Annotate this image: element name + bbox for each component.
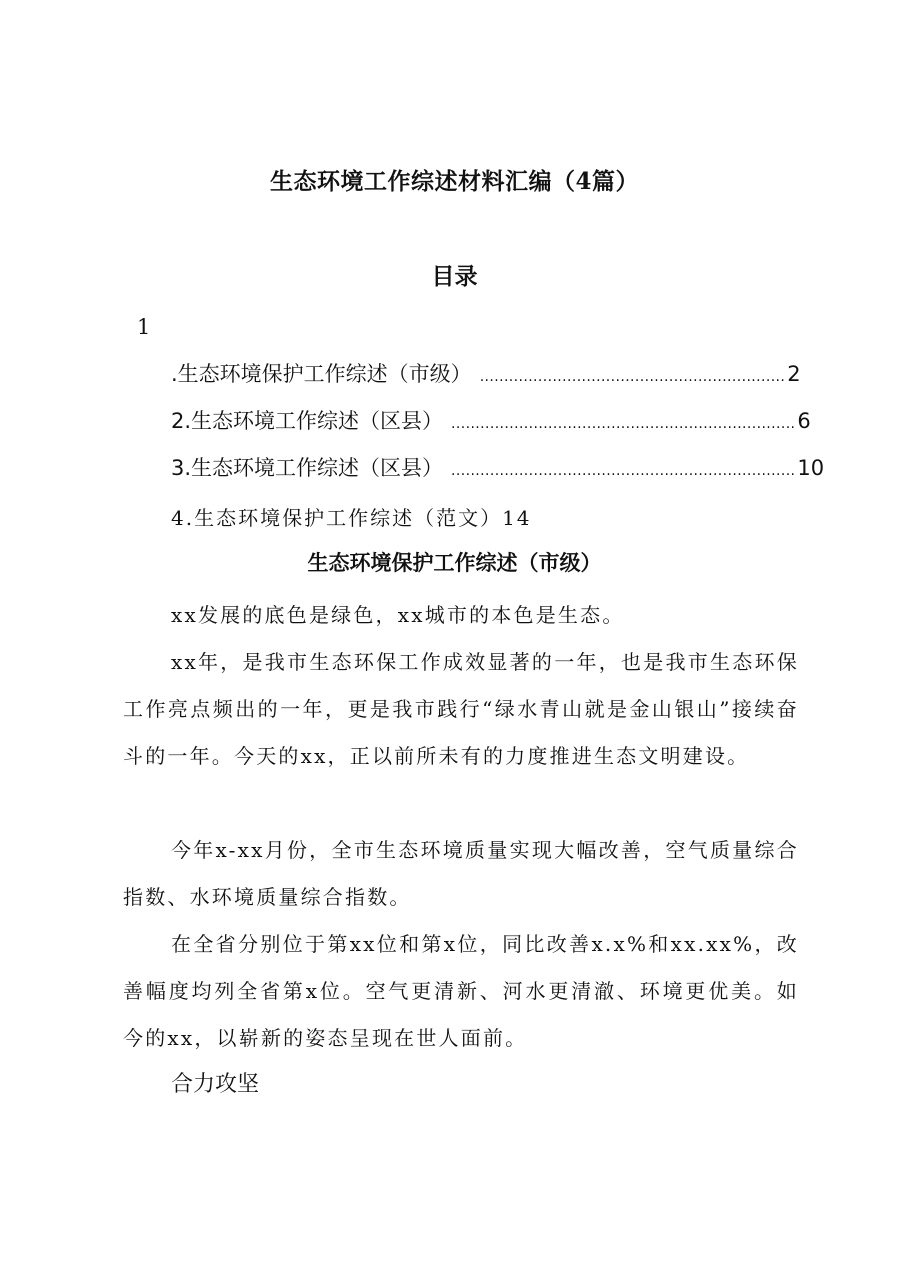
toc-entry-label: 2.生态环境工作综述（区县）	[171, 409, 444, 433]
body-paragraph-3: 今年x-xx月份，全市生态环境质量实现大幅改善，空气质量综合指数、水环境质量综合指数。	[123, 838, 799, 909]
toc-entry-page: 6	[797, 409, 811, 433]
toc-entry-label: 3.生态环境工作综述（区县）	[171, 456, 444, 480]
body-paragraph-1: xx发展的底色是绿色，xx城市的本色是生态。	[171, 603, 625, 627]
toc-leader-dots: ...............................................................	[479, 369, 786, 385]
toc-leader-dots: .......................................................................	[451, 463, 796, 479]
section-heading: 生态环境保护工作综述（市级）	[307, 550, 602, 575]
toc-heading: 目录	[431, 263, 478, 290]
toc-entry-4[interactable]: 4.生态环境保护工作综述（范文）14	[171, 506, 532, 530]
document-title: 生态环境工作综述材料汇编（4篇）	[269, 168, 639, 195]
body-paragraph-2: xx年，是我市生态环保工作成效显著的一年，也是我市生态环保工作亮点频出的一年，更是我市践行“绿水青山就是金山银山”接续奋斗的一年。今天的xx，正以前所未有的力度推进生态文明建设。	[123, 650, 799, 768]
toc-entry-2[interactable]	[171, 406, 811, 436]
toc-entry-label: .生态环境保护工作综述（市级）	[171, 362, 472, 386]
subsection-heading: 合力攻坚	[171, 1072, 260, 1097]
toc-entry-1[interactable]	[171, 359, 801, 389]
toc-entry-3[interactable]	[171, 453, 825, 483]
toc-entry-page: 10	[797, 456, 825, 480]
toc-entry-page: 2	[787, 362, 801, 386]
toc-lead-number: 1	[137, 315, 151, 339]
toc-leader-dots: .......................................................................	[451, 416, 796, 432]
body-paragraph-4: 在全省分别位于第xx位和第x位，同比改善x.x%和xx.xx%，改善幅度均列全省第x位。空气更清新、河水更清澈、环境更优美。如今的xx，以崭新的姿态呈现在世人面前。	[123, 932, 799, 1050]
